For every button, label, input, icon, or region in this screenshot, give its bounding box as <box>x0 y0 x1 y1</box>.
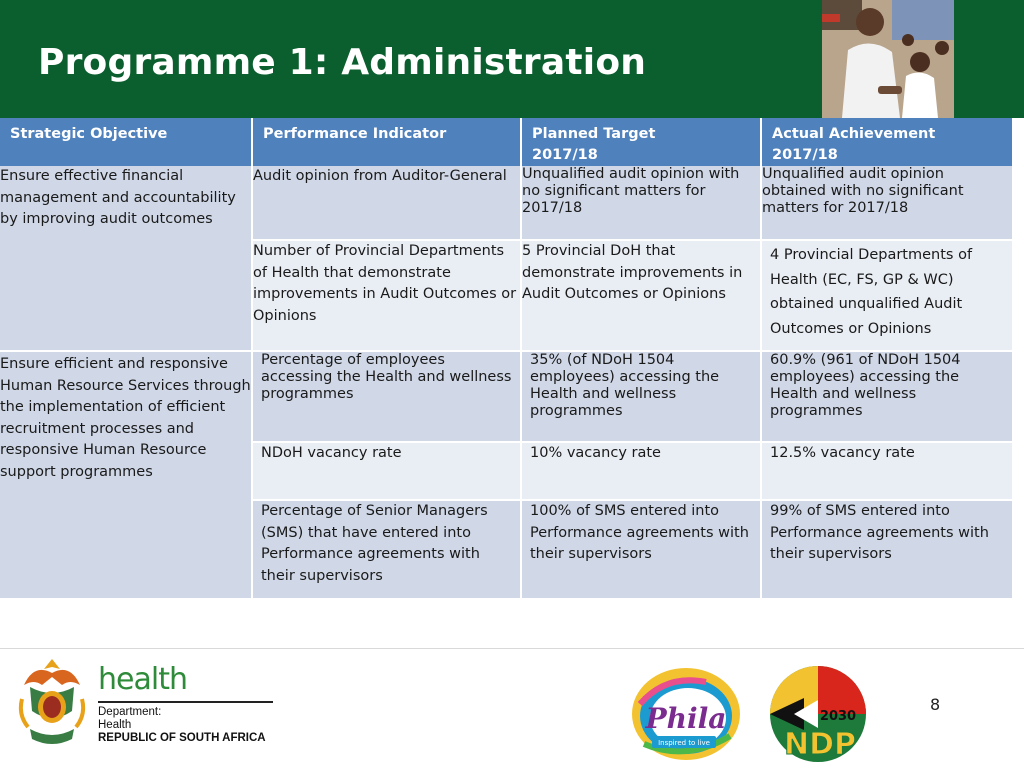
actual-text: 12.5% vacancy rate <box>770 445 915 461</box>
svg-text:NDP: NDP <box>784 727 856 762</box>
table-cell-objective <box>0 352 253 598</box>
svg-text:2030: 2030 <box>819 709 857 724</box>
table-cell-target <box>522 166 762 241</box>
column-header-label: Actual Achievement <box>772 126 936 142</box>
table-cell-actual <box>762 166 1012 241</box>
coat-of-arms-icon <box>16 655 88 751</box>
indicator-text: NDoH vacancy rate <box>261 445 402 461</box>
table-cell-indicator <box>253 501 522 598</box>
ndp-logo-icon <box>764 664 872 764</box>
table-cell-target <box>522 352 762 443</box>
column-header-year: 2017/18 <box>772 147 838 163</box>
table-cell-indicator <box>253 241 522 352</box>
brand-underline <box>98 701 273 703</box>
indicator-text: Percentage of Senior Managers (SMS) that have entered into Performance agreements with their supervisors <box>261 503 488 584</box>
department-label <box>98 706 266 745</box>
indicator-text: Audit opinion from Auditor-General <box>253 168 507 184</box>
column-header-performance-indicator <box>253 118 522 166</box>
column-header-actual-achievement <box>762 118 1012 166</box>
column-header-strategic-objective <box>0 118 253 166</box>
target-text: 35% (of NDoH 1504 employees) accessing the Health and wellness programmes <box>530 352 720 419</box>
table-cell-actual <box>762 501 1012 598</box>
indicator-text: Percentage of employees accessing the Health and wellness programmes <box>261 352 512 402</box>
actual-text: 99% of SMS entered into Performance agreements with their supervisors <box>770 503 989 562</box>
table-cell-objective <box>0 166 253 352</box>
phila-logo <box>626 664 744 768</box>
table-cell-actual <box>762 352 1012 443</box>
country-line: REPUBLIC OF SOUTH AFRICA <box>98 732 266 744</box>
health-brand: health <box>98 662 187 697</box>
svg-text:Phila: Phila <box>645 702 727 735</box>
table-cell-target <box>522 241 762 352</box>
column-header-label: Planned Target <box>532 126 656 142</box>
column-header-label: Performance Indicator <box>263 126 447 142</box>
table-cell-target <box>522 443 762 501</box>
actual-text: 60.9% (961 of NDoH 1504 employees) accessing the Health and wellness programmes <box>770 352 961 419</box>
nurse-children-photo-icon <box>822 0 954 118</box>
table-cell-target <box>522 501 762 598</box>
department-line: Department: <box>98 706 162 718</box>
table-cell-actual <box>762 443 1012 501</box>
target-text: Unqualified audit opinion with no significant matters for 2017/18 <box>522 166 740 216</box>
target-text: 5 Provincial DoH that demonstrate improvements in Audit Outcomes or Opinions <box>522 243 743 302</box>
actual-text: Unqualified audit opinion obtained with no significant matters for 2017/18 <box>762 166 964 216</box>
column-header-planned-target <box>522 118 762 166</box>
footer-divider <box>0 648 1024 649</box>
column-header-label: Strategic Objective <box>10 126 168 142</box>
table-cell-indicator <box>253 166 522 241</box>
svg-text:Inspired to live: Inspired to live <box>658 739 710 747</box>
column-header-year: 2017/18 <box>532 147 598 163</box>
actual-text: 4 Provincial Departments of Health (EC, FS, GP & WC) obtained unqualified Audit Outcomes or Opinions <box>770 247 973 337</box>
header-photo <box>822 0 954 118</box>
table-cell-actual <box>762 241 1012 352</box>
objective-text: Ensure effective financial management and accountability by improving audit outcomes <box>0 168 236 227</box>
table-cell-indicator <box>253 443 522 501</box>
coat-of-arms-logo <box>16 655 88 755</box>
ndp-2030-logo <box>764 664 872 768</box>
target-text: 10% vacancy rate <box>530 445 661 461</box>
indicator-text: Number of Provincial Departments of Health that demonstrate improvements in Audit Outcomes or Opinions <box>253 243 517 324</box>
page-title: Programme 1: Administration <box>38 42 647 83</box>
page-number: 8 <box>930 695 941 714</box>
table-cell-indicator <box>253 352 522 443</box>
objective-text: Ensure efficient and responsive Human Resource Services through the implementation of efficient recruitment processes and responsive Human Resource support programmes <box>0 356 251 480</box>
target-text: 100% of SMS entered into Performance agreements with their supervisors <box>530 503 749 562</box>
department-line: Health <box>98 719 132 731</box>
phila-logo-icon <box>626 664 744 764</box>
